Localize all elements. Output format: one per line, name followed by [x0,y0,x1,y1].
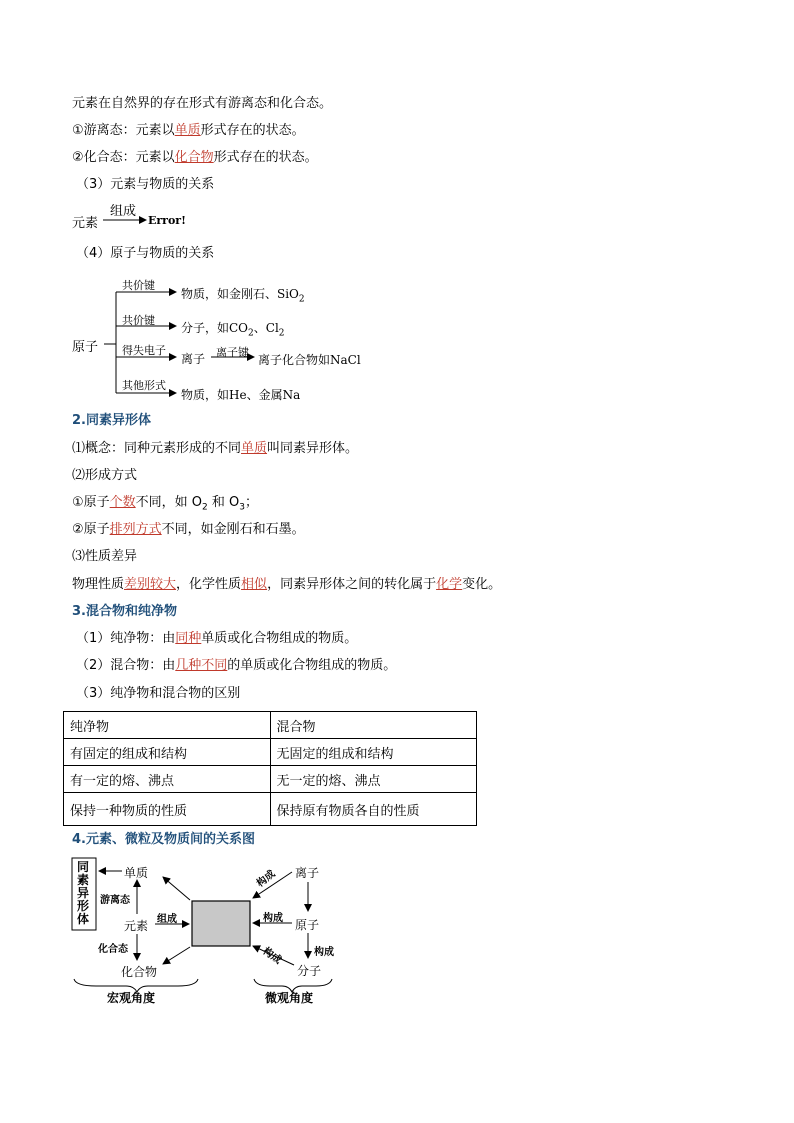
table-cell: 混合物 [270,712,477,739]
text: 的单质或化合物组成的物质。 [227,658,397,673]
text: ； [245,495,259,510]
key-term: 同种 [175,631,202,646]
text: 不同，如金刚石和石墨。 [161,522,305,537]
constitute-label: 构成 [260,945,284,967]
branch-result: 离子化合物如NaCl [258,353,361,367]
compound-node: 化合物 [121,965,158,979]
constitute-label: 构成 [254,868,278,890]
text: 物理性质 [72,577,125,592]
atom-node: 原子 [295,918,320,932]
text: 变化。 [462,577,502,592]
compose-node-label: 组成 [157,914,177,925]
text: （2）混合物：由 [76,658,176,673]
box-char: 形 [77,899,90,913]
atom-tree [104,292,254,393]
micro-label: 微观角度 [265,991,314,1005]
error-text: Error! [148,214,186,227]
text: ，化学性质 [176,577,242,592]
box-char: 素 [77,873,90,887]
text: 形式存在的状态。 [213,150,318,165]
key-term: 化学 [436,577,463,592]
table-title: （3）纯净物和混合物的区别 [76,686,241,701]
arrow-line [163,947,190,964]
key-term: 相似 [241,577,268,592]
matter-box [192,901,250,946]
section-3-heading: 3.混合物和纯净物 [72,604,177,619]
branch-label: 共价键 [122,314,155,327]
combined-state-label: 化合态 [98,944,128,955]
macro-label: 宏观角度 [107,991,156,1005]
subscript: 3 [239,502,246,513]
table-cell: 保持原有物质各自的性质 [270,793,477,826]
text: 和 O [207,495,240,510]
ion-label: 离子 [181,352,206,366]
subscript: 2 [278,328,285,339]
text: ①原子 [72,495,110,510]
simple-substance: 单质 [124,866,149,880]
key-term: 排列方式 [109,522,162,537]
arrow-line [253,872,292,898]
table-cell: 纯净物 [64,712,271,739]
arrow-line [163,877,190,900]
key-term: 几种不同 [175,658,228,673]
atom-root: 原子 [72,340,99,355]
micro-brace [254,979,332,992]
table-cell: 有一定的熔、沸点 [64,766,271,793]
text: 物质，如金刚石、SiO [181,287,299,301]
table-cell: 无一定的熔、沸点 [270,766,477,793]
constitute-label: 构成 [314,947,334,958]
text: 、Cl [253,321,279,335]
text: 单质或化合物组成的物质。 [201,631,358,646]
subscript: 2 [298,294,305,305]
box-char: 同 [77,860,90,874]
text: ⑴概念：同种元素形成的不同 [72,441,242,456]
text: 形式存在的状态。 [200,123,305,138]
constitute-label: 构成 [263,913,283,924]
text: 不同，如 O [135,495,203,510]
branch-result: 物质，如He、金属Na [181,388,301,402]
section-4-title: （4）原子与物质的关系 [76,246,215,261]
key-term: 化合物 [174,150,214,165]
text: ②原子 [72,522,110,537]
element-label: 元素 [72,216,99,231]
free-state-label: 游离态 [100,895,130,906]
key-term: 个数 [109,495,136,510]
table-cell: 有固定的组成和结构 [64,739,271,766]
molecule-node: 分子 [297,964,322,978]
diff-title: ⑶性质差异 [72,549,138,564]
text: 分子，如CO [181,321,249,335]
text: ，同素异形体之间的转化属于 [267,577,437,592]
compose-label: 组成 [110,204,137,219]
key-term: 单质 [241,441,268,456]
section-2-title: 2.同素异形体 [72,413,151,428]
ionic-bond-label: 离子键 [216,346,249,359]
section-3-title: （3）元素与物质的关系 [76,177,215,192]
element-node: 元素 [124,919,149,933]
branch-label: 得失电子 [122,344,166,357]
subscript: 2 [248,328,254,339]
branch-label: 其他形式 [122,379,166,392]
text: ①游离态：元素以 [72,123,175,138]
section-4-heading: 4.元素、微粒及物质间的关系图 [72,832,255,847]
text: 叫同素异形体。 [267,441,359,456]
branch-label: 共价键 [122,279,155,292]
key-term: 差别较大 [124,577,177,592]
key-term: 单质 [174,123,201,138]
arrow-line [253,946,294,965]
table-cell: 无固定的组成和结构 [270,739,477,766]
relation-art [72,858,332,992]
intro-line: 元素在自然界的存在形式有游离态和化合态。 [72,96,333,111]
allotrope-box [72,858,96,930]
table-cell: 保持一种物质的性质 [64,793,271,826]
method-title: ⑵形成方式 [72,468,138,483]
box-char: 异 [77,886,90,900]
text: （1）纯净物：由 [76,631,176,646]
subscript: 2 [202,502,208,513]
box-char: 体 [77,912,90,926]
ion-node: 离子 [295,866,320,880]
macro-brace [74,979,198,992]
text: ②化合态：元素以 [72,150,175,165]
